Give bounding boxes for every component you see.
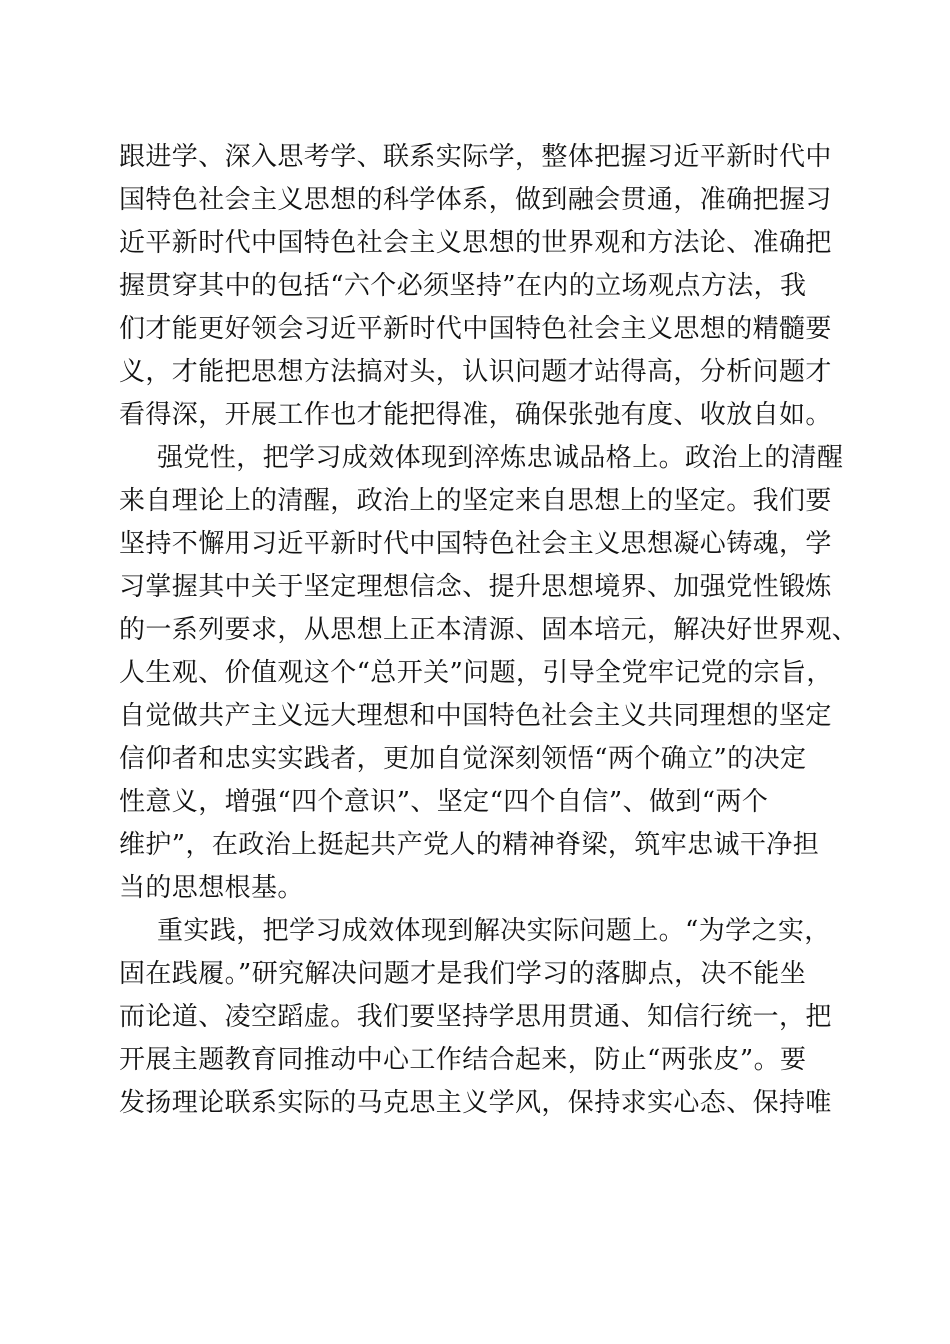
text-line: 开展主题教育同推动中心工作结合起来，防止“两张皮”。要 (119, 1045, 807, 1075)
text-line: 固在践履。”研究解决问题才是我们学习的落脚点，决不能坐 (119, 959, 807, 989)
text-line: 来自理论上的清醒，政治上的坚定来自思想上的坚定。我们要 (119, 486, 832, 516)
paragraph-practice (119, 910, 831, 1125)
text-line: 重实践，把学习成效体现到解决实际问题上。“为学之实， (157, 916, 831, 946)
text-line: 当的思想根基。 (119, 873, 304, 903)
text-line: 看得深，开展工作也才能把得准，确保张弛有度、收放自如。 (119, 400, 832, 430)
text-line: 们才能更好领会习近平新时代中国特色社会主义思想的精髓要 (119, 314, 832, 344)
text-line: 维护”，在政治上挺起共产党人的精神脊梁，筑牢忠诚干净担 (119, 830, 820, 860)
text-line: 近平新时代中国特色社会主义思想的世界观和方法论、准确把 (119, 228, 832, 258)
text-line: 坚持不懈用习近平新时代中国特色社会主义思想凝心铸魂，学 (119, 529, 832, 559)
text-line: 义，才能把思想方法搞对头，认识问题才站得高，分析问题才 (119, 357, 832, 387)
paragraph-continuation (119, 136, 831, 437)
text-line: 信仰者和忠实实践者，更加自觉深刻领悟“两个确立”的决定 (119, 744, 807, 774)
text-line: 的一系列要求，从思想上正本清源、固本培元，解决好世界观、 (119, 615, 859, 645)
text-line: 自觉做共产主义远大理想和中国特色社会主义共同理想的坚定 (119, 701, 832, 731)
text-line: 握贯穿其中的包括“六个必须坚持”在内的立场观点方法，我 (119, 271, 807, 301)
text-line: 而论道、凌空蹈虚。我们要坚持学思用贯通、知信行统一，把 (119, 1002, 832, 1032)
document-body (119, 136, 859, 1125)
paragraph-party-spirit (119, 437, 859, 910)
text-line: 人生观、价值观这个“总开关”问题，引导全党牢记党的宗旨， (119, 658, 833, 688)
text-line: 国特色社会主义思想的科学体系，做到融会贯通，准确把握习 (119, 185, 832, 215)
text-line: 发扬理论联系实际的马克思主义学风，保持求实心态、保持唯 (119, 1088, 832, 1118)
text-line: 强党性，把学习成效体现到淬炼忠诚品格上。政治上的清醒 (157, 443, 844, 473)
text-line: 性意义，增强“四个意识”、坚定“四个自信”、做到“两个 (119, 787, 769, 817)
text-line: 习掌握其中关于坚定理想信念、提升思想境界、加强党性锻炼 (119, 572, 832, 602)
text-line: 跟进学、深入思考学、联系实际学，整体把握习近平新时代中 (119, 142, 832, 172)
